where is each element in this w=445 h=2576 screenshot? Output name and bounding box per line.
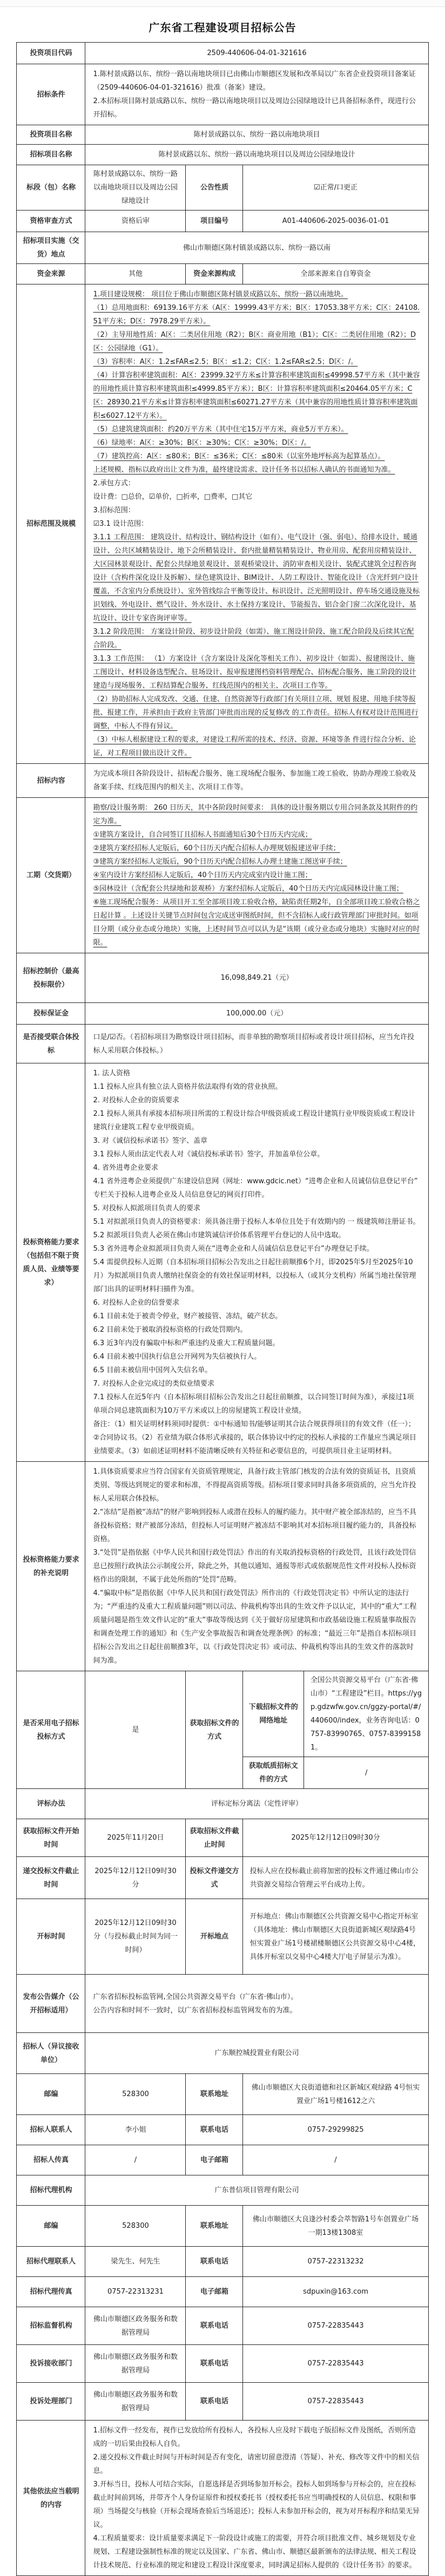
doc-obtain-label: 获取招标文件的方式 bbox=[186, 1671, 243, 1789]
supervisor-label: 招标监督机构 bbox=[17, 2307, 85, 2345]
tenderer-postcode-value: 528300 bbox=[85, 2074, 186, 2115]
paragraph: 6.4 目前未被中国执行信息公开网列为失信被执行人。 bbox=[93, 1353, 261, 1361]
paragraph: 3. 对《诚信投标承诺书》签字、盖章 bbox=[93, 1137, 208, 1145]
download-address-label: 下载招标文件的网络地址 bbox=[243, 1671, 304, 1757]
row-tenderer bbox=[17, 2033, 428, 2074]
project-number-label: 项目编号 bbox=[186, 211, 243, 232]
agency-postcode-label: 邮编 bbox=[17, 2206, 85, 2247]
paragraph: 3.招标范围： bbox=[93, 506, 135, 514]
tender-project-name-label: 招标项目名称 bbox=[17, 145, 85, 165]
agency-contact-value: 梁先生、何先生 bbox=[85, 2247, 186, 2277]
paragraph: （4）计算容积率建筑面积：A区：23999.32平方米≤计算容积率建筑面积≤49998.57平方米（其中兼容的用地性质计算容积率建筑面积≤4999.85平方米）；B区：计算容积率建筑面积≤20464.05平方米；C区：28930.21平方米≤计算容积率建筑面积≤60271.27平方米（其中兼容的用地性质计算容积率建筑面积≤6027.12平方米）。 bbox=[93, 371, 420, 420]
paragraph: 2. 对投标人企业的资质要求 bbox=[93, 1096, 180, 1104]
control-price-value: 16,098,849.21（元） bbox=[85, 953, 428, 1003]
supervisor-phone-label: 联系电话 bbox=[186, 2307, 243, 2345]
row-agency-fax bbox=[17, 2277, 428, 2307]
tender-project-name-value: 陈村景成路以东、缤纷一路以南地块项目以及周边公园绿地设计 bbox=[85, 145, 428, 165]
qualification-notes-label: 投标资格能力要求的补充说明 bbox=[17, 1462, 85, 1671]
tenderer-email-value: / bbox=[243, 2145, 428, 2175]
doc-start-label: 获取招标文件开始时间 bbox=[17, 1819, 85, 1857]
paragraph: 3.1.2 阶段范围： 方案设计阶段、初步设计阶段（如需）、施工图设计阶段、施工配合阶段及后续其它配合阶段。 bbox=[93, 628, 414, 649]
media-label: 发布公告媒介（公开招标适用） bbox=[17, 1975, 85, 2033]
agency-contact-label: 招标代理联系人 bbox=[17, 2247, 85, 2277]
paragraph: 3.开标当日，投标人可结合实际，自愿选择是否到场参加开标会。投标人如到场参与开标会的，应在投标截止时间前到场，并带齐个人身份证原件和授权委托书（授权委托书应当明确授权的人员信息、权限和事项）当场提交与核验（开标会现场查验后当场退还）；投标人未参加开标会的，视为对开标程序和结果无异议。 bbox=[93, 2480, 420, 2529]
complaint-receive-phone-value: 0757-22835443 bbox=[243, 2345, 428, 2383]
tender-conditions-label: 招标条件 bbox=[17, 64, 85, 125]
paragraph: 7. 对投标人企业完成过的类似业绩要求 bbox=[93, 1380, 215, 1388]
paragraph: ②建筑方案经招标人定版后，60个日历天内配合招标人办理规划报建送审手续； bbox=[93, 844, 340, 852]
page-title: 广东省工程建设项目招标公告 bbox=[149, 21, 296, 34]
paragraph: （3）中标人根据建设工程的要求，对建设工程所需的技术、经济、资源、环境等条 件进行综合分析、论证，对工程项目做出设计文件。 bbox=[93, 736, 416, 757]
investment-name-label: 投资项目名称 bbox=[17, 125, 85, 145]
paragraph: 5. 对投标人拟派项目负责人的要求 bbox=[93, 1204, 201, 1212]
agency-label: 招标代理机构 bbox=[17, 2175, 85, 2206]
complaint-receive-phone-label: 联系电话 bbox=[186, 2345, 243, 2383]
duration-label: 工期（交货期） bbox=[17, 798, 85, 953]
paragraph: 7.1 投标人在近5年内（自本招标项目招标公告发出之日起往前顺推，以合同签订时间为准），承接过1项单项合同总建筑面积为10万平方米或以上的房屋建筑工程设计业绩。 bbox=[93, 1393, 414, 1415]
scope-label: 招标范围及规模 bbox=[17, 284, 85, 764]
row-consortium bbox=[17, 1025, 428, 1063]
row-fund-source bbox=[17, 264, 428, 284]
row-complaint-receive bbox=[17, 2345, 428, 2383]
row-investment-name bbox=[17, 125, 428, 145]
paragraph: 2.“冻结”是指被“冻结”的财产影响到投标人或潜在投标人的履约能力。其中财产被全部冻结的，应当不具备投标资格；财产被部分冻结，但投标人可证明财产被冻结不影响其对本招标项目履约能力的，具备投标资格。 bbox=[93, 1508, 416, 1543]
row-scope bbox=[17, 284, 428, 764]
paragraph: ③建筑方案经招标人定版后，90个日历天内配合招标人办理土建施工图送审手续； bbox=[93, 858, 347, 866]
doc-start-value: 2025年11月20日 bbox=[85, 1819, 186, 1857]
paragraph: 公告内容和时间不一致时，以广东省招标投标监管网发布的为准。 bbox=[93, 2006, 297, 2015]
complaint-receive-label: 投诉接收部门 bbox=[17, 2345, 85, 2383]
complaint-handle-phone-label: 联系电话 bbox=[186, 2383, 243, 2421]
investment-name-value: 陈村景成路以东、缤纷一路以南地块项目 bbox=[85, 125, 428, 145]
agency-value: 广东普信项目管理有限公司 bbox=[85, 2175, 428, 2206]
paragraph: 勘察/设计服务期： 260 日历天，其中各阶段时间要求： 具体的设计服务期以专用合同条款及其附件的约定为准。 bbox=[93, 804, 418, 825]
tenderer-postcode-label: 邮编 bbox=[17, 2074, 85, 2115]
paragraph: 2.1 投标人须具有承接本招标项目所需的工程设计综合甲级资质或工程设计建筑行业甲级资质或工程设计建筑行业建筑工程专业甲级资质。 bbox=[93, 1110, 416, 1131]
other-label: 其他依法应当载明的内容 bbox=[17, 2421, 85, 2576]
paragraph: 3.“处罚”是指依据《中华人民共和国行政处罚法》作出的有关取消投标资格的行政处罚，且该行政处罚信息已按照行政执法公示制度公开，除此之外，其他以通知、通报等形式或依据规范性文件对投标人投标资格作出的限制，不属于此处所指的“处罚”范畴。 bbox=[93, 1549, 416, 1584]
agency-address-value: 佛山市顺德区大良逢沙村委会萃智路1号车创置业广场一期13楼1308室 bbox=[243, 2206, 428, 2247]
tenderer-value: 广东顺控城投置业有限公司 bbox=[85, 2033, 428, 2074]
paragraph: 3.1.1 工程范围： 建筑设计、结构设计、钢结构设计（如有）、电气设计（强、弱电）、给排水设计、暖通设计、公共区域精装设计、地下会所精装设计、套内批量精装精装设计、物业用房、配套用房精装设计、大区园林景观设计、配套公共绿地景观设计、景观桥梁设计、消防审查相关设计、装配式建筑全过程咨询设计（含构件深化设计及拆解）、绿色建筑设计、BIM设计、人防工程设计、智能化设计（含光纤到户设计覆盖，不含室内分系统设计）、室外管线综合平衡等设计、标识设计、泛光照明设计、停车场交通设施及标识划线、外电设计、燃气设计、外水设计、水土保持方案设计、节能报告、铝合金门窗二次深化设计、基坑设计、设计专家咨询评审等。 bbox=[93, 533, 420, 622]
qualification-req-label: 投标资格能力要求（包括但不限于资质人员、业绩等要求） bbox=[17, 1063, 85, 1462]
notice-nature-value: ☑正常/口更正 bbox=[243, 165, 428, 211]
qualification-method-label: 资格审查方式 bbox=[17, 211, 85, 232]
fund-source-value: 其他 bbox=[85, 264, 186, 284]
agency-fax-label: 招标代理传真 bbox=[17, 2277, 85, 2307]
paragraph: ☑3.1 设计范围： bbox=[93, 520, 148, 528]
tenderer-fax-value: / bbox=[85, 2145, 186, 2175]
evaluation-method-label: 评标办法 bbox=[17, 1789, 85, 1819]
row-open bbox=[17, 1899, 428, 1975]
row-e-bidding bbox=[17, 1671, 428, 1789]
submit-deadline-label: 递交投标文件截止时间 bbox=[17, 1857, 85, 1899]
qualification-req-value bbox=[85, 1063, 428, 1462]
agency-postcode-value: 528300 bbox=[85, 2206, 186, 2247]
complaint-handle-value: 佛山市顺德区政务服务和数据管理局 bbox=[85, 2383, 186, 2421]
row-other bbox=[17, 2421, 428, 2576]
tenderer-address-label: 联系地址 bbox=[186, 2074, 243, 2115]
tenderer-phone-label: 联系电话 bbox=[186, 2115, 243, 2145]
control-price-label: 招标控制价（最高投标限价） bbox=[17, 953, 85, 1003]
row-control-price bbox=[17, 953, 428, 1003]
tenderer-phone-value: 0757-29299825 bbox=[243, 2115, 428, 2145]
paragraph: ⑤园林设计（含配套公共绿地和景观桥）方案经招标人定版后，40个日历天内完成园林设计施工图； bbox=[93, 885, 403, 893]
paragraph: 2.本招标项目陈村景成路以东、缤纷一路以南地块项目以及周边公园绿地设计已具备招标条件，现进行公开招标。 bbox=[93, 97, 416, 119]
paragraph: 1. 法人资格 bbox=[93, 1069, 131, 1077]
qualification-method-value: 资格后审 bbox=[85, 211, 186, 232]
row-qualification-req bbox=[17, 1063, 428, 1462]
row-media bbox=[17, 1975, 428, 2033]
paragraph: 设计费：□总价，☑单价，□折率，□费率，□其它 bbox=[93, 493, 253, 501]
supervisor-value: 佛山市顺德区政务服务和数据管理局 bbox=[85, 2307, 186, 2345]
paragraph: 5.2 拟派项目负责人必须在佛山市建筑诚信评价体系管理平台登记的人员中选取。 bbox=[93, 1231, 346, 1239]
e-bidding-value: 是 bbox=[85, 1671, 186, 1789]
tenderer-fax-label: 招标人传真 bbox=[17, 2145, 85, 2175]
paragraph: 广东省招标投标监管网,全国公共资源交易平台（广东省·佛山市）。 bbox=[93, 1992, 298, 2001]
row-duration bbox=[17, 798, 428, 953]
consortium-label: 是否接受联合体投标 bbox=[17, 1025, 85, 1063]
paragraph: 1.具体资质要求应当符合国家有关资质管理规定，具备行政主管部门核发的合法有效的资质证书，且资质类别、等级达到规定的要求和标准，不得提高资质等级。招标项目要求同时具备多项资质的，应当允许投标人采用联合体投标。 bbox=[93, 1468, 416, 1503]
top-strip bbox=[0, 0, 445, 7]
row-submit bbox=[17, 1857, 428, 1899]
agency-address-label: 联系地址 bbox=[186, 2206, 243, 2247]
submit-method-label: 投标文件递交方式 bbox=[186, 1857, 243, 1899]
notice-nature-label: 公告性质 bbox=[186, 165, 243, 211]
fund-composition-label: 资金来源构成 bbox=[186, 264, 243, 284]
row-supervisor bbox=[17, 2307, 428, 2345]
submit-method-value: 投标人应在投标截止前将加密的投标文件通过佛山市公共资源交易综合管理云平台成功上传。 bbox=[243, 1857, 428, 1899]
row-investment-code bbox=[17, 43, 428, 64]
content-value: 为完成本项目各阶段设计、招标配合服务、施工现场配合服务、参加施工竣工验收、协助办理竣工验收及备案手续、红线范围内的相关主、次项目工作等。 bbox=[85, 764, 428, 798]
tenderer-contact-label: 招标人联系人 bbox=[17, 2115, 85, 2145]
paragraph: 6. 对投标人企业的信誉要求 bbox=[93, 1299, 180, 1307]
row-paper-doc bbox=[243, 1757, 428, 1789]
evaluation-method-value: 评标定标分离法（定性评审） bbox=[85, 1789, 428, 1819]
paragraph: 1.陈村景成路以东、缤纷一路以南地块项目已由佛山市顺德区发展和改革局以广东省企业投资项目备案证（2509-440606-04-01-321616）批准（备案）建设。 bbox=[93, 70, 416, 92]
paragraph: ①建筑方案设计，自合同签订且招标人书面通知后30个日历天内完成； bbox=[93, 831, 312, 839]
paragraph: 6.2 目前未处于被取消投标资格的行政处罚期内。 bbox=[93, 1326, 247, 1334]
doc-deadline-value: 2025年12月12日09时30分 bbox=[243, 1819, 428, 1857]
paragraph: （1）总用地面积：69139.16平方米（A区：19999.43平方米；B区：17053.38平方米；C区：24108.51平方米；D区：7978.29平方米）。 bbox=[93, 304, 420, 326]
announcement-table bbox=[16, 42, 428, 2576]
complaint-receive-value: 佛山市顺德区政务服务和数据管理局 bbox=[85, 2345, 186, 2383]
paragraph: 1.招标文件一经发布，视作已发放给所有投标人，各投标人应及时下载电子版招标文件及图纸，否则所造成的一切后果由投标人自负。 bbox=[93, 2426, 416, 2448]
paper-doc-value: / bbox=[304, 1757, 428, 1789]
paragraph: 4.“骗取中标”是指依据《中华人民共和国行政处罚法》所作出的《行政处罚决定书》中所认定的违法行为；“严重违约及重大工程质量问题”则以司法、仲裁机构等出具的生效文件予以认定，其中的“重大”工程质量问题是指生效文件认定的“重大”事故等级达到《关于做好房屋建筑和市政基础设施工程质量事故报告和调查处理工作的通知》和《生产安全事故报告和调查处理条例》的标准；“最近三年”是指自本招标项目招标公告发出之日起往前顺推3年，以《行政处罚决定书》或司法、仲裁机构等出具的生效文件的落款时间为准。 bbox=[93, 1589, 417, 1665]
investment-code-label: 投资项目代码 bbox=[17, 43, 85, 64]
delivery-place-value: 佛山市顺德区陈村镇景成路以东、缤纷一路以南 bbox=[85, 232, 428, 264]
row-bid-bond bbox=[17, 1003, 428, 1025]
duration-value bbox=[85, 798, 428, 953]
row-content bbox=[17, 764, 428, 798]
paper-doc-label: 获取纸质招标文件的方式 bbox=[243, 1757, 304, 1789]
section-name-value: 陈村景成路以东、缤纷一路以南地块项目以及周边公园绿地设计 bbox=[85, 165, 186, 211]
row-agency bbox=[17, 2175, 428, 2206]
row-tenderer-contact bbox=[17, 2115, 428, 2145]
paragraph: 3.1.3 工作范围： （1）方案设计（含方案设计及深化等相关工作）、初步设计（如需）、报建图设计、施工图设计、材料设备选型配合、驻场设计、报审报建图档资料管理配合、招标配合服务、施工阶段的设计建造与现场服务、工程结算配合服务、红线范围内的相关主、次项目工作等。 bbox=[93, 655, 416, 690]
row-qualification-method bbox=[17, 211, 428, 232]
agency-email-value: sdpuxin@163.com bbox=[243, 2277, 428, 2307]
paragraph: 1.项目建设规模： 项目位于佛山市顺德区陈村镇景成路以东、缤纷一路以南地块。 bbox=[93, 290, 348, 299]
investment-code-value: 2509-440606-04-01-321616 bbox=[85, 43, 428, 64]
paragraph: （7）建筑控高：A区：≤80米；B区：≤36米；C区：≤80米（以室外地坪标高为起算基点）。 bbox=[93, 452, 385, 460]
paragraph: 6.3 近3年内没有骗取中标和严重违约及重大工程质量问题。 bbox=[93, 1339, 280, 1347]
paragraph: 上述规模、指标以政府出让文件为准，最终建设需求、设计任务书以招标人确认的书面通知为准。 bbox=[93, 466, 395, 474]
tenderer-label: 招标人（异议接收单位） bbox=[17, 2033, 85, 2074]
download-address-value: 全国公共资源交易平台（广东省·佛山市）“工程建设”栏目。https://ygp.gdzwfw.gov.cn/ggzy-portal/#/440600/index，业务咨询电话：0757-83990765、0757-83991581。 bbox=[304, 1671, 428, 1757]
project-number-value: A01-440606-2025-0036-01-01 bbox=[243, 211, 428, 232]
tenderer-address-value: 佛山市顺德区大良街道德和社区新城区观绿路 4号恒实置业广场1号楼1612之六 bbox=[243, 2074, 428, 2115]
open-time-label: 开标时间 bbox=[17, 1899, 85, 1975]
paragraph: 4. 省外进粤企业要求 bbox=[93, 1164, 159, 1172]
paragraph: ④室内设计方案经招标人定版后，40个日历天内完成室内设计施工图； bbox=[93, 871, 312, 879]
paragraph: 2.承包方式： bbox=[93, 479, 135, 487]
row-tenderer-fax bbox=[17, 2145, 428, 2175]
paragraph: 1.1 投标人应具有独立法人资格并依法取得有效的营业执照。 bbox=[93, 1083, 282, 1091]
fund-composition-value: 全部来源来自自筹资金 bbox=[243, 264, 428, 284]
paragraph: 6.5 目前未被信用中国列入失信名单。 bbox=[93, 1366, 212, 1374]
open-place-value: 开标地点：佛山市顺德区公共资源交易中心指定开标室（具体地址：佛山市顺德区大良街道新城区观绿路4号恒实置业广场1号楼裙楼顺德区公共资源交易中心4楼，具体开标室以交易中心4楼大厅电子屏显示为准）。 bbox=[243, 1899, 428, 1975]
other-value bbox=[85, 2421, 428, 2576]
fund-source-label: 资金来源 bbox=[17, 264, 85, 284]
row-download-address bbox=[243, 1671, 428, 1757]
paragraph: 4.1 省外进粤企业须提供广东建设信息网（网址：www.gdcic.net）“进粤企业和人员诚信信息登记平台”专栏关于投标人进粤企业及人员信息登记的网页打印件。 bbox=[93, 1177, 418, 1199]
agency-phone-value: 0757-22313232 bbox=[243, 2247, 428, 2277]
paragraph: 5.1 对拟派项目负责人的资格要求：须具备注册于投标人本单位且处于有效期内的 一 级建筑师注册证书。 bbox=[93, 1218, 420, 1226]
delivery-place-label: 招标项目实施（交货）地点 bbox=[17, 232, 85, 264]
complaint-handle-label: 投诉处理部门 bbox=[17, 2383, 85, 2421]
row-evaluation-method bbox=[17, 1789, 428, 1819]
agency-email-label: 电子邮箱 bbox=[186, 2277, 243, 2307]
paragraph: 6.1 目前未处于被责令停业，财产被接管、冻结，破产状态。 bbox=[93, 1312, 282, 1320]
bid-bond-label: 投标保证金 bbox=[17, 1003, 85, 1025]
section-name-label: 标段（包）名称 bbox=[17, 165, 85, 211]
qualification-notes-value bbox=[85, 1462, 428, 1671]
paragraph: （5）总建筑建筑面积：约20万平方米（其中住宅15万平方米，商业5万平方米）。 bbox=[93, 425, 348, 433]
row-tender-project-name bbox=[17, 145, 428, 165]
row-doc-time bbox=[17, 1819, 428, 1857]
doc-obtain-inner-table bbox=[243, 1671, 428, 1788]
paragraph: （6）绿地率：A区：≥30%；B区：≥30%；C区：≥30%；D区：/。 bbox=[93, 439, 311, 447]
e-bidding-label: 是否采用电子招标投标方式 bbox=[17, 1671, 85, 1789]
row-qualification-notes bbox=[17, 1462, 428, 1671]
doc-deadline-label: 获取招标文件截止时间 bbox=[186, 1819, 243, 1857]
submit-deadline-value: 2025年12月12日09时30分 bbox=[85, 1857, 186, 1899]
open-time-value: 2025年12月12日09时30分（与投标截止时间为同一时间） bbox=[85, 1899, 186, 1975]
paragraph: 3.1 投标人须由法定代表人对《诚信投标承诺书》签字，并加盖单位公章。 bbox=[93, 1150, 325, 1158]
paragraph: （2）主导用地性质：A区：二类居住用地（R2）；B区：商业用地（B1）；C区：二类居住用地（R2）；D区：公园绿地（G1）。 bbox=[93, 331, 416, 352]
paragraph: （3）容积率：A区：1.2≤FAR≤2.5；B区：≤1.2；C区：1.2≤FAR≤2.5；D区：/。 bbox=[93, 358, 358, 366]
content-label: 招标内容 bbox=[17, 764, 85, 798]
scope-value bbox=[85, 284, 428, 764]
paragraph: （2）协助招标人完成发改、交通、住建、自然资源等行政部门有关项目立项、规划 报建、用地手续等报批、报建工作，并承担由于政府主管部门审批而出现的反复修改 的工作责任。招标人有权对设计范围进行调整，中标人不得有异议。 bbox=[93, 695, 419, 730]
media-value bbox=[85, 1975, 428, 2033]
row-complaint-handle bbox=[17, 2383, 428, 2421]
paragraph: ⑥施工现场配合服务：从项目开工至全部项目竣工验收合格，缺陷责任期2年，自全部项目竣工验收合格之日起计算 。上述设计关键节点时间包含完成送审图纸时间，但不含招标人或行政管理部门审批时间。如项目分期（或分业态或分地块）实施，上述时间节点可以认为是“该期（或分业态或分地块）实施时对应的时限。 bbox=[93, 898, 420, 947]
paragraph: 5.4 需提供投标人近期（自本招标项目招标公告发出之日起往前顺推6个月，即2025年5月至2025年10月）为拟派项目负责人缴纳社保资金的有效社保证明材料，以投标人（或其分支机构）所属当地社保管理部门出具的证明材料扫描件为准。 bbox=[93, 1258, 416, 1293]
row-agency-postcode bbox=[17, 2206, 428, 2247]
row-agency-contact bbox=[17, 2247, 428, 2277]
complaint-handle-phone-value: 0757-22835443 bbox=[243, 2383, 428, 2421]
row-delivery-place bbox=[17, 232, 428, 264]
tender-conditions-value bbox=[85, 64, 428, 125]
row-tenderer-postcode bbox=[17, 2074, 428, 2115]
agency-phone-label: 联系电话 bbox=[186, 2247, 243, 2277]
doc-obtain-cell bbox=[243, 1671, 428, 1789]
supervisor-phone-value: 0757-22835443 bbox=[243, 2307, 428, 2345]
row-tender-conditions bbox=[17, 64, 428, 125]
row-section-name bbox=[17, 165, 428, 211]
paragraph: 备注：（1）相关证明材料须同时提供：①中标通知书/能够证明其合法合规获得项目的有效文件（任一）；②合同协议书。（2）若业绩为联合体形式承接的，联合体协议中约定的投标人承接的工作量应当满足项目业绩要求。（3）如前述证明材料不能清晰反映有关特征和必要信息的，可提供项目业主证明材料。 bbox=[93, 1420, 416, 1455]
consortium-value: 口是/☑否。（若招标项目为勘察设计项目招标，而非单独的勘察项目招标或者设计项目招标，应当允许投标人采用联合体投标。） bbox=[85, 1025, 428, 1063]
tenderer-email-label: 电子邮箱 bbox=[186, 2145, 243, 2175]
open-place-label: 开标地点 bbox=[186, 1899, 243, 1975]
paragraph: 5.3 省外进粤企业拟派项目负责人须在“进粤企业和人员诚信信息登记平台”办理登记手续。 bbox=[93, 1245, 374, 1253]
bid-bond-value: 100,000.00（元） bbox=[85, 1003, 428, 1025]
paragraph: 4.工程质量要求：设计质量要求满足下一阶段设计或施工的需要，并符合项目批准文件、城乡规划及专业规划、工程建设强制性标准的规定以及国家、广东省、佛山市、顺德区最新颁布的法律法规、相关工程设计技术规范、行业标准的规定和建设工程设计深度要求，同时满足招标人提供的《设计任务书》的要求。 bbox=[93, 2534, 416, 2570]
agency-fax-value: 0757-22313231 bbox=[85, 2277, 186, 2307]
tenderer-contact-value: 李小姐 bbox=[85, 2115, 186, 2145]
paragraph: 2.递交投标文件截止时间与开标时间是否有变化，请密切留意澄清（答疑）、补充、修改等文件中的相关信息。 bbox=[93, 2453, 420, 2475]
